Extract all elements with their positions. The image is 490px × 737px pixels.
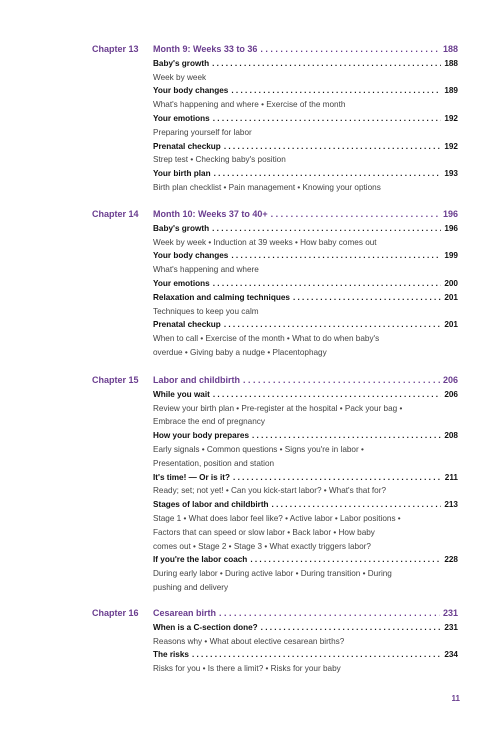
- chapter-entries: [153, 607, 458, 676]
- section-desc: Week by week: [153, 72, 207, 82]
- section-desc: Stage 1 • What does labor feel like? • Active labor • Labor positions •: [153, 513, 401, 523]
- section-page: 189: [444, 86, 458, 96]
- section-row[interactable]: [153, 167, 458, 181]
- section-desc: During early labor • During active labor • During transition • During: [153, 569, 392, 579]
- section-row[interactable]: [153, 471, 458, 485]
- section-page: 208: [444, 431, 458, 441]
- section-page: 201: [444, 320, 458, 330]
- section-desc: Early signals • Common questions • Signs you're in labor •: [153, 444, 364, 454]
- section-title: Prenatal checkup: [153, 320, 221, 330]
- section-row[interactable]: [153, 318, 458, 332]
- section-desc: What's happening and where • Exercise of the month: [153, 100, 346, 110]
- chapter-page: 206: [442, 375, 458, 385]
- section-desc: Ready; set; not yet! • Can you kick-start labor? • What's that for?: [153, 486, 387, 496]
- section-row[interactable]: [153, 84, 458, 98]
- section-row[interactable]: [153, 648, 458, 662]
- chapter-entries: [153, 374, 458, 595]
- section-title: Your emotions: [153, 278, 210, 288]
- section-desc: overdue • Giving baby a nudge • Placentophagy: [153, 347, 327, 357]
- section-row[interactable]: [153, 57, 458, 71]
- section-row[interactable]: [153, 553, 458, 567]
- section-desc: pushing and delivery: [153, 582, 229, 592]
- section-desc: Techniques to keep you calm: [153, 306, 259, 316]
- chapter-label: Chapter 16: [92, 608, 139, 618]
- section-desc: Presentation, position and station: [153, 458, 275, 468]
- section-title: The risks: [153, 650, 189, 660]
- section-page: 231: [444, 622, 458, 632]
- section-page: 193: [444, 169, 458, 179]
- section-desc: Reasons why • What about elective cesarean births?: [153, 636, 345, 646]
- chapter-page: 231: [442, 608, 458, 618]
- section-page: 211: [444, 472, 458, 482]
- section-title: While you wait: [153, 389, 210, 399]
- chapter-title-row[interactable]: [153, 607, 458, 621]
- section-title: Stages of labor and childbirth: [153, 500, 269, 510]
- section-desc: Factors that can speed or slow labor • Back labor • How baby: [153, 527, 375, 537]
- section-desc: When to call • Exercise of the month • What to do when baby's: [153, 334, 380, 344]
- section-desc: Birth plan checklist • Pain management • Knowing your options: [153, 182, 381, 192]
- chapter-page: 196: [442, 209, 458, 219]
- section-row[interactable]: [153, 112, 458, 126]
- chapter-title-row[interactable]: [153, 43, 458, 57]
- section-row[interactable]: [153, 291, 458, 305]
- section-page: 199: [444, 251, 458, 261]
- chapter-entries: [153, 43, 458, 195]
- section-row[interactable]: [153, 222, 458, 236]
- section-page: 188: [444, 58, 458, 68]
- section-row[interactable]: [153, 140, 458, 154]
- chapter-label: Chapter 13: [92, 44, 139, 54]
- chapter-title: Cesarean birth: [153, 608, 217, 618]
- section-title: Your body changes: [153, 86, 229, 96]
- section-desc: Embrace the end of pregnancy: [153, 417, 265, 427]
- chapter-title: Month 9: Weeks 33 to 36: [153, 44, 258, 54]
- section-desc: comes out • Stage 2 • Stage 3 • What exactly triggers labor?: [153, 541, 371, 551]
- section-page: 200: [444, 278, 458, 288]
- section-title: When is a C-section done?: [153, 622, 258, 632]
- section-page: 213: [444, 500, 458, 510]
- section-title: Baby's growth: [153, 58, 210, 68]
- section-page: 206: [444, 389, 458, 399]
- chapter-title: Month 10: Weeks 37 to 40+: [153, 209, 268, 219]
- section-title: It's time! — Or is it?: [153, 472, 231, 482]
- section-row[interactable]: [153, 249, 458, 263]
- chapter-page: 188: [442, 44, 458, 54]
- section-row[interactable]: [153, 621, 458, 635]
- chapter-label: Chapter 15: [92, 375, 139, 385]
- section-row[interactable]: [153, 429, 458, 443]
- section-page: 196: [444, 223, 458, 233]
- section-title: Your emotions: [153, 113, 210, 123]
- section-title: Baby's growth: [153, 223, 210, 233]
- section-title: Relaxation and calming techniques: [153, 292, 290, 302]
- section-desc: Preparing yourself for labor: [153, 127, 252, 137]
- section-title: Your birth plan: [153, 169, 211, 179]
- section-desc: Risks for you • Is there a limit? • Risks for your baby: [153, 664, 341, 674]
- chapter-entries: [153, 208, 458, 360]
- section-page: 234: [444, 650, 458, 660]
- chapter-label: Chapter 14: [92, 209, 139, 219]
- section-desc: Week by week • Induction at 39 weeks • How baby comes out: [153, 237, 377, 247]
- section-title: Your body changes: [153, 251, 229, 261]
- section-title: How your body prepares: [153, 431, 249, 441]
- section-row[interactable]: [153, 277, 458, 291]
- section-page: 228: [444, 555, 458, 565]
- section-page: 192: [444, 141, 458, 151]
- section-title: Prenatal checkup: [153, 141, 221, 151]
- section-row[interactable]: [153, 388, 458, 402]
- section-page: 201: [444, 292, 458, 302]
- section-desc: Strep test • Checking baby's position: [153, 155, 286, 165]
- section-desc: Review your birth plan • Pre-register at the hospital • Pack your bag •: [153, 403, 403, 413]
- section-row[interactable]: [153, 498, 458, 512]
- chapter-title: Labor and childbirth: [153, 375, 240, 385]
- page-number: 11: [451, 694, 460, 703]
- section-page: 192: [444, 113, 458, 123]
- section-title: If you're the labor coach: [153, 555, 248, 565]
- chapter-title-row[interactable]: [153, 374, 458, 388]
- section-desc: What's happening and where: [153, 265, 259, 275]
- chapter-title-row[interactable]: [153, 208, 458, 222]
